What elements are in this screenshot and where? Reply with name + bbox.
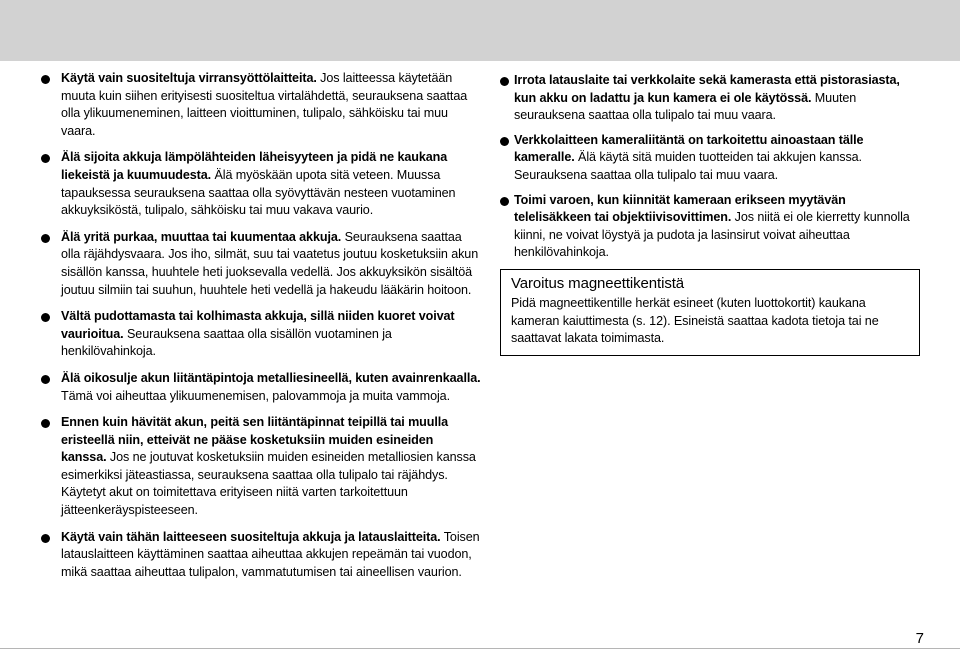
bullet-icon (500, 77, 509, 86)
bullet-icon (41, 313, 50, 322)
bullet-icon (41, 234, 50, 243)
list-item (41, 149, 481, 219)
bullet-icon (41, 419, 50, 428)
item-text: Jos niitä ei ole kierretty kunnolla kiinni, ne voivat löystyä ja pudota ja lasinsirut voivat aiheuttaa henkilövahinkoja. (514, 210, 910, 260)
list-item (41, 308, 481, 361)
item-text: Älä myöskään upota sitä veteen. Muussa tapauksessa seurauksena saattaa olla syövyttävän nesteen vuotaminen akkuyksiköstä, tulipalo, sähköisku tai muu vakava vaurio. (61, 167, 456, 218)
item-heading: Älä yritä purkaa, muuttaa tai kuumentaa akkuja. (61, 229, 342, 244)
item-text: Muuten seurauksena saattaa olla tulipalo tai muu vaara. (514, 90, 857, 123)
item-text: Jos laitteessa käytetään muuta kuin siihen erityisesti suositeltua virtalähdettä, seurauksena saattaa olla ylikuumeneminen, laitteen vioittuminen, tulipalo, sähköisku tai muu vaara. (61, 71, 468, 138)
bullet-icon (41, 75, 50, 84)
item-text: Jos ne joutuvat kosketuksiin muiden esineiden metalliosien kanssa esimerkiksi jäteastiassa, seurauksena saattaa olla tulipalo tai räjähdys. Käytetyt akut on toimitettava erityiseen niitä varten tarkoitettuun jätteenkeräyspisteeseen. (61, 450, 476, 518)
list-item (41, 529, 481, 582)
item-text: Seurauksena saattaa olla räjähdysvaara. Jos iho, silmät, suu tai vaatetus joutuu kosketuksiin akun sisällön kanssa, huuhtele heti juoksevalla vedellä. Jos akkuyksikön sisältöä joutuu silmiin tai suuhun, huuhtele heti vedellä ja hakeudu lääkärin hoitoon. (61, 229, 479, 297)
list-item (500, 72, 920, 125)
item-heading: Verkkolaitteen kameraliitäntä on tarkoitettu ainoastaan tälle kameralle. (514, 132, 864, 165)
bullet-icon (41, 154, 50, 163)
item-heading: Irrota latauslaite tai verkkolaite sekä kamerasta että pistorasiasta, kun akku on ladattu ja kun kamera ei ole käytössä. (514, 73, 900, 105)
item-text: Seurauksena saattaa olla sisällön vuotaminen ja henkilövahinkoja. (61, 326, 392, 359)
warning-title: Varoitus magneettikentistä (511, 274, 685, 292)
warning-text: Pidä magneettikentille herkät esineet (kuten luottokortit) kaukana kameran kaiuttimesta (s. 12). Esineistä saattaa kadota tietoja tai ne saattavat lakata toimimasta. (511, 295, 879, 346)
item-heading: Vältä pudottamasta tai kolhimasta akkuja, sillä niiden kuoret voivat vaurioitua. (61, 309, 455, 341)
left-column (41, 70, 481, 590)
item-heading: Käytä vain suositeltuja virransyöttölaitteita. (61, 71, 317, 85)
list-item (41, 229, 481, 299)
item-heading: Älä oikosulje akun liitäntäpintoja metalliesineellä, kuten avainrenkaalla. (61, 370, 481, 385)
item-heading: Käytä vain tähän laitteeseen suositeltuja akkuja ja latauslaitteita. (61, 529, 441, 544)
item-heading: Ennen kuin hävität akun, peitä sen liitäntäpinnat teipillä tai muulla eristeellä niin, etteivät ne pääse kosketuksiin muiden esineiden kanssa. (61, 415, 449, 465)
bottom-divider (0, 648, 960, 649)
item-heading: Toimi varoen, kun kiinnität kameraan erikseen myytävän telelisäkkeen tai objektiivisovittimen. (514, 192, 846, 225)
bullet-icon (41, 534, 50, 543)
magnetic-warning-box (500, 269, 920, 356)
list-item (500, 132, 920, 185)
bullet-icon (500, 137, 509, 146)
item-text: Tämä voi aiheuttaa ylikuumenemisen, palovammoja ja muita vammoja. (61, 388, 450, 403)
item-heading: Älä sijoita akkuja lämpölähteiden läheisyyteen ja pidä ne kaukana liekeistä ja kuumuudesta. (61, 150, 448, 182)
bullet-icon (41, 375, 50, 384)
header-bar (0, 0, 960, 61)
list-item (41, 414, 481, 520)
list-item (41, 70, 481, 140)
page-number: 7 (915, 630, 924, 647)
bullet-icon (500, 197, 509, 206)
list-item (41, 370, 481, 405)
item-text: Älä käytä sitä muiden tuotteiden tai akkujen kanssa. Seurauksena saattaa olla tulipalo tai muu vaara. (514, 150, 862, 182)
list-item (500, 192, 920, 262)
item-text: Toisen latauslaitteen käyttäminen saattaa aiheuttaa akkujen repeämän tai vuodon, mikä saattaa aiheuttaa tulipalon, vammatutumisen tai aineellisen vaurion. (61, 529, 480, 579)
right-column (500, 72, 920, 356)
